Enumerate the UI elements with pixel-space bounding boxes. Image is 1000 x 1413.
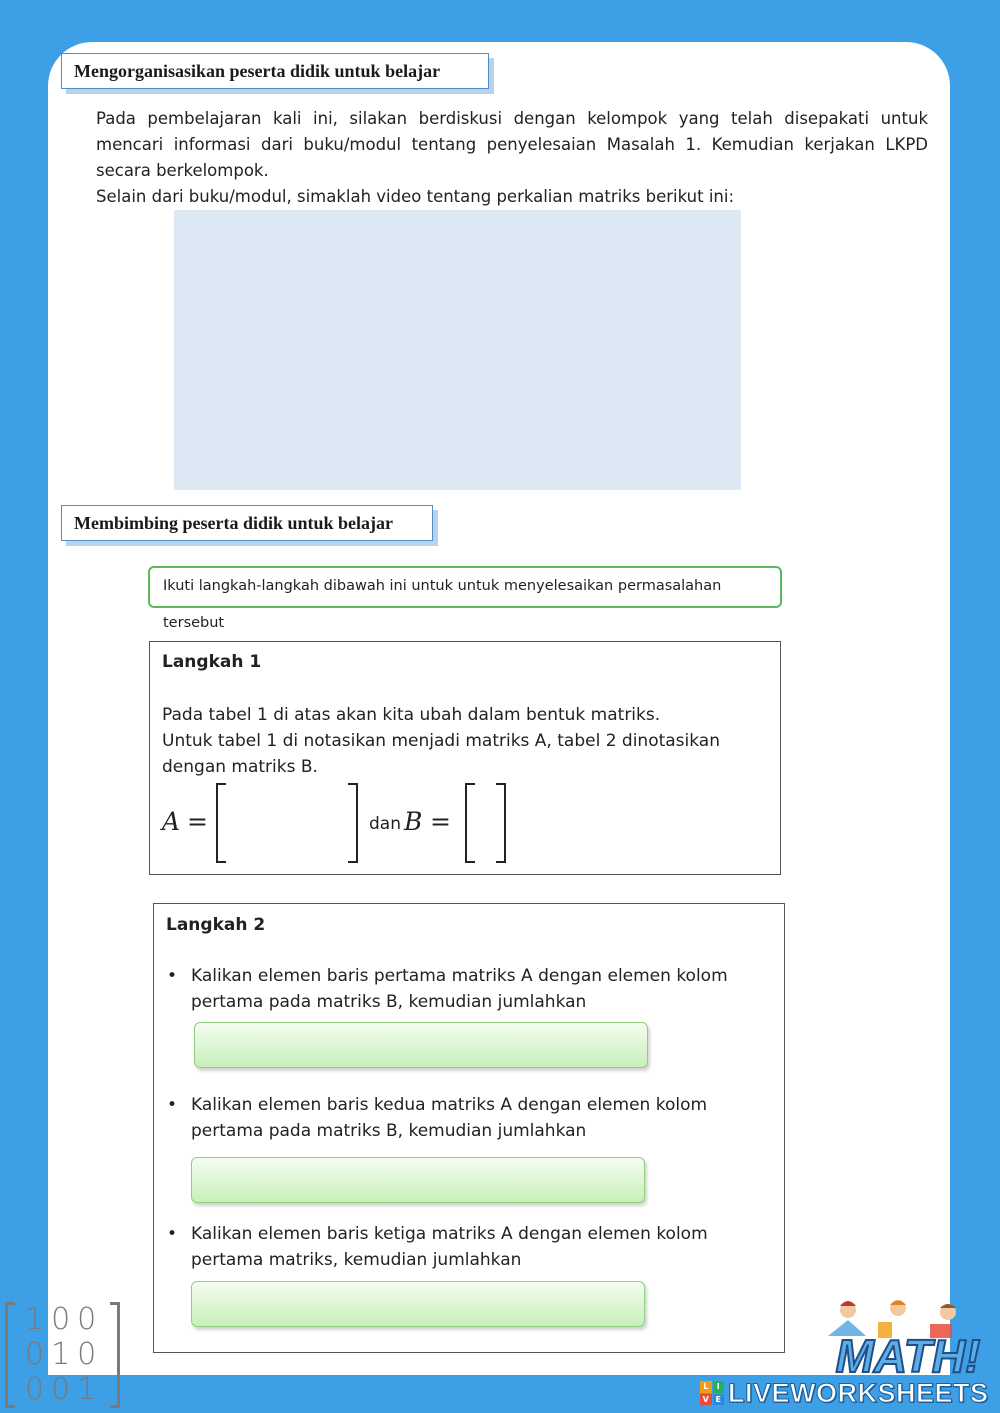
liveworksheets-logo[interactable] (700, 1378, 989, 1408)
step-2-item-1 (167, 963, 751, 1015)
badge-letter: L (700, 1381, 712, 1393)
deco-row: 010 (25, 1337, 104, 1372)
deco-left-bracket (5, 1302, 15, 1408)
step-2-item-2 (167, 1092, 781, 1144)
matrix-a-left-bracket (216, 783, 226, 863)
bullet-dot: • (167, 1224, 178, 1244)
answer-field-1[interactable] (194, 1022, 648, 1068)
deco-row: 001 (25, 1372, 104, 1407)
step-1-line-2: Untuk tabel 1 di notasikan menjadi matriks A, tabel 2 dinotasikan dengan matriks B. (162, 731, 721, 777)
badge-letter: V (700, 1394, 712, 1406)
deco-right-bracket (110, 1302, 120, 1408)
identity-matrix-decoration (5, 1300, 120, 1410)
step-1-line-1: Pada tabel 1 di atas akan kita ubah dalam bentuk matriks. (162, 705, 661, 725)
connector-dan: dan (369, 814, 401, 834)
section-heading-organize: Mengorganisasikan peserta didik untuk belajar (61, 53, 489, 89)
step-1-title: Langkah 1 (162, 652, 262, 672)
matrix-b-left-bracket (465, 783, 475, 863)
step-2-title: Langkah 2 (166, 915, 266, 935)
video-prompt: Selain dari buku/modul, simaklah video tentang perkalian matriks berikut ini: (96, 187, 735, 206)
intro-text (96, 106, 928, 210)
live-badge-icon (700, 1381, 724, 1405)
bullet-dot: • (167, 1095, 178, 1115)
matrix-b-label: B (404, 807, 423, 836)
answer-field-2[interactable] (191, 1157, 645, 1203)
equals-sign-b: = (430, 807, 451, 836)
matrix-b-right-bracket (496, 783, 506, 863)
equals-sign-a: = (187, 807, 208, 836)
deco-row: 100 (25, 1302, 104, 1337)
section-heading-guide: Membimbing peserta didik untuk belajar (61, 505, 433, 541)
bullet-dot: • (167, 966, 178, 986)
badge-letter: I (713, 1381, 725, 1393)
step-2-item-3 (167, 1221, 783, 1273)
step-2-item-2-text: Kalikan elemen baris kedua matriks A dengan elemen kolom pertama pada matriks B, kemudian jumlahkan (191, 1095, 708, 1141)
math-mascot-icon (818, 1296, 998, 1382)
step-1-box (149, 641, 781, 875)
matrix-a-right-bracket (348, 783, 358, 863)
badge-letter: E (713, 1394, 725, 1406)
brand-name: LIVEWORKSHEETS (728, 1377, 989, 1408)
matrix-a-label: A (162, 807, 181, 836)
step-2-box (153, 903, 785, 1353)
instruction-banner: Ikuti langkah-langkah dibawah ini untuk untuk menyelesaikan permasalahan tersebut (148, 566, 782, 608)
answer-field-3[interactable] (191, 1281, 645, 1327)
mascot-word: MATH! (835, 1330, 981, 1382)
step-2-item-3-text: Kalikan elemen baris ketiga matriks A dengan elemen kolom pertama matriks, kemudian jumlahkan (191, 1224, 708, 1270)
intro-paragraph: Pada pembelajaran kali ini, silakan berdiskusi dengan kelompok yang telah disepakati untuk mencari informasi dari buku/modul tentang penyelesaian Masalah 1. Kemudian kerjakan LKPD secara berkelompok. (96, 109, 928, 180)
video-embed[interactable] (174, 210, 741, 490)
math-mascot-illustration (818, 1296, 998, 1382)
step-2-item-1-text: Kalikan elemen baris pertama matriks A dengan elemen kolom pertama pada matriks B, kemudian jumlahkan (191, 966, 728, 1012)
